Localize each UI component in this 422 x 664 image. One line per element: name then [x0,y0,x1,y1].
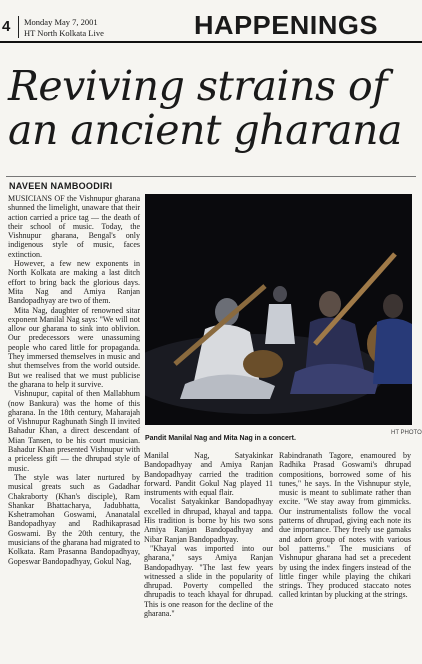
article-column-3 [279,451,411,600]
paragraph: MUSICIANS OF the Vishnupur gharana shunned the limelight, unaware that their action carried a price tag — the death of their school of music. Today, the Vishnupur gharana, Bengal's only indigenous style of music, faces extinction. [8,194,140,259]
issue-date: Monday May 7, 2001 [24,17,98,27]
page-number: 4 [2,18,11,35]
section-title: HAPPENINGS [194,10,378,40]
paragraph: The style was later nurtured by musical greats such as Gadadhar Chakraborty (Khan's disciple), Ram Shankar Bhattacharya, Jadubhatta, Kshetramohan Goswami, Ananatalal Bandopadhyay and Radhikaprasad Goswami. By the 20th century, the musicians of the gharana had migrated to Kolkata. Ram Prasanna Bandopadhyay, Gopeswar Bandopadhyay, Gokul Nag, [8,472,140,566]
byline: NAVEEN NAMBOODIRI [9,181,113,191]
photo-credit: HT PHOTO [391,430,422,436]
article-column-1 [8,194,140,566]
paragraph: "Khayal was imported into our gharana," says Amiya Ranjan Bandopadhyay. "The last few years witnessed a slide in the popularity of dhrupad. Poverty compelled the dhrupadis to teach khayal for dhrupad. This is one reason for the decline of the gharana." [144,543,273,619]
paragraph: However, a few new exponents in North Kolkata are making a last ditch effort to bring back the glorious days. Mita Nag and Amiya Ranjan Bandopadhyay are two of them. [8,259,140,306]
article-column-2 [144,451,273,618]
edition-name: HT North Kolkata Live [24,28,104,38]
divider [18,16,19,38]
concert-photo-illustration [145,194,412,425]
headline: Reviving strains of an ancient gharana [8,62,402,154]
paragraph: Manilal Nag, Satyakinkar Bandopadhyay and Amiya Ranjan Bandopadhyay carried the tradition forward. Pandit Gokul Nag played 11 instruments with equal flair. [144,451,273,498]
headline-rule [6,176,416,177]
photo-caption: Pandit Manilal Nag and Mita Nag in a concert. [145,435,296,442]
concert-photo [145,194,412,425]
paragraph: Mita Nag, daughter of renowned sitar exponent Manilal Nag says: "We will not allow our gharana to sink into oblivion. Our predecessors were unassuming people who cared little for propaganda. They immersed themselves in music and shut themselves from the world outside. But we realised that we must publicise the gharana to help it survive. [8,305,140,389]
dateline [24,17,104,39]
paragraph: Vocalist Satyakinkar Bandopadhyay excelled in dhrupad, khayal and tappa. His tradition is borne by his two sons Amiya Ranjan Bandopadhyay and Nibar Ranjan Bandopadhyay. [144,497,273,544]
header-rule [0,41,422,43]
paragraph: Rabindranath Tagore, enamoured by Radhika Prasad Goswami's dhrupad compositions, borrowed some of his tunes," he says. In the Vishnupur style, music is meant to sublimate rather than excite. "We stay away from gimmicks. Our instrumentalists follow the vocal patterns of dhrupad, giving each note its due importance. They freely use gamaks and adorn group of notes with various bol patterns." The musicians of Vishnupur gharana had set a precedent by using the index fingers instead of the little finger while playing the chikari strings. They produced staccato notes called krintan by plucking at the strings. [279,451,411,600]
paragraph: Vishnupur, capital of then Mallabhum (now Bankura) was the home of this gharana. In the 18th century, Maharajah of Vishnupur Raghunath Singh II invited Bahadur Khan, a direct descendant of Mian Tansen, to be his court musician. Bahadur Khan presented Vishnupur with a priceless gift — the dhrupad style of music. [8,389,140,473]
